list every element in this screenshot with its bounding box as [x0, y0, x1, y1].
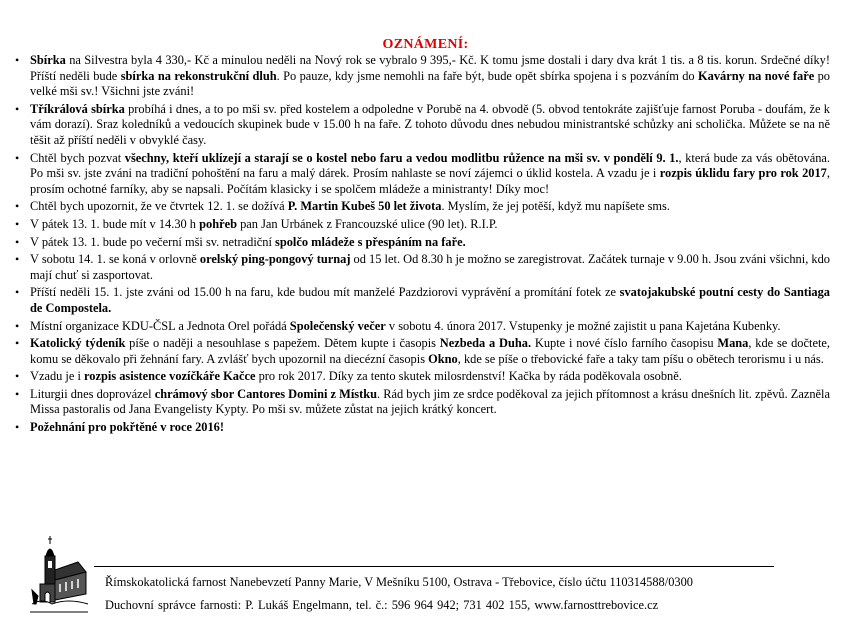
announcement-highlight: všechny, kteří uklízejí a starají se o kostel nebo faru a vedou modlitbu růžence na mši sv. v pondělí 9. 1. — [124, 150, 679, 165]
announcement-item — [12, 235, 830, 251]
announcement-text: Příští neděli 15. 1. jste zváni od 15.00 h na faru, kde budou mít manželé Pazdziorovi vyprávění a promítání fotek ze — [30, 285, 620, 300]
announcement-text: probíhá i dnes, a to po mši sv. před kostelem a odpoledne v Porubě na 4. obvodě (5. obvod tentokráte zajišťuje farnost Poruba - doufám, že k vám dorazí). Sraz koledníků a vedoucích skupinek bude v 15.00 h na faře. Z tohoto důvodu dnes nebudou ministrantské schůzky ani scholička. Můžete se na ně těšit až příští neděli v obvyklé časy. — [30, 101, 830, 147]
footer-address: Římskokatolická farnost Nanebevzetí Panny Marie, V Mešníku 5100, Ostrava - Třebovice, číslo účtu 110314588/0300 — [105, 575, 693, 589]
church-icon — [28, 534, 90, 618]
bullet-icon: • — [15, 216, 20, 231]
bullet-icon: • — [15, 285, 20, 300]
announcement-item — [12, 252, 830, 283]
announcement-highlight: Nezbeda a Duha. — [439, 336, 532, 351]
announcement-highlight: orelský ping-pongový turnaj — [199, 252, 351, 267]
bullet-icon: • — [15, 318, 20, 333]
announcement-item — [12, 217, 830, 233]
announcement-highlight: rozpis asistence vozíčkáře Kačce — [84, 369, 256, 384]
announcement-highlight: Katolický týdeník — [30, 336, 126, 351]
announcement-text: na Silvestra byla 4 330,- Kč a minulou neděli na Nový rok se vybralo 9 395,- Kč. K tomu jsme dostali i dary dva krát 1 tis. a 8 tis. korun. Srdečné díky! Příští neděli bude — [30, 53, 830, 83]
announcement-text: Chtěl bych upozornit, že ve čtvrtek 12. 1. se dožívá — [30, 199, 288, 214]
bullet-icon: • — [15, 386, 20, 401]
announcement-highlight: P. Martin Kubeš 50 let života — [287, 199, 442, 214]
bullet-icon: • — [15, 252, 20, 267]
announcement-highlight: svatojakubské poutní cesty do Santiaga de Compostela. — [30, 285, 830, 315]
announcement-list — [12, 53, 830, 438]
bullet-icon: • — [15, 150, 20, 165]
announcement-highlight: Tříkrálová sbírka — [30, 101, 125, 116]
announcement-highlight: spolčo mládeže s přespáním na faře. — [275, 234, 466, 249]
announcement-text: po velké mši sv.! Všichni jste zváni! — [30, 68, 830, 99]
announcement-text: Místní organizace KDU-ČSL a Jednota Orel pořádá — [30, 318, 290, 333]
footer-contact: Duchovní správce farnosti: P. Lukáš Engelmann, tel. č.: 596 964 942; 731 402 155, www.farnosttrebovice.cz — [105, 598, 659, 612]
announcement-text: , kde se dočtete, komu se děkovalo při žehnání fary. A zvlášť bych upozornil na diecézní časopis — [30, 336, 830, 366]
announcement-item — [12, 369, 830, 385]
footer-divider — [94, 566, 774, 567]
bullet-icon: • — [15, 369, 20, 384]
announcement-text: Kupte i nové číslo farního časopisu — [531, 336, 718, 351]
announcement-text: V pátek 13. 1. bude po večerní mši sv. netradiční — [30, 234, 275, 249]
announcement-highlight: pohřeb — [199, 216, 237, 231]
announcement-item — [12, 53, 830, 100]
announcement-text: pan Jan Urbánek z Francouzské ulice (90 let). R.I.P. — [236, 216, 498, 231]
announcement-item — [12, 319, 830, 335]
bullet-icon: • — [15, 101, 20, 116]
announcement-text: , prosím ochotné farníky, aby se napsali. Počítám klasicky i se spolčem mládeže a ministranty! Díky moc! — [30, 166, 830, 196]
announcement-text: Chtěl bych pozvat — [30, 150, 125, 165]
announcement-highlight: Požehnání pro pokřtěné v roce 2016! — [30, 420, 224, 435]
announcement-highlight: sbírka na rekonstrukční dluh — [120, 68, 277, 83]
bullet-icon: • — [15, 336, 20, 351]
announcement-item — [12, 151, 830, 198]
announcement-text: v sobotu 4. února 2017. Vstupenky je možné zajistit u pana Kajetána Kubenky. — [385, 318, 781, 333]
announcement-text: , která bude za vás obětována. Po mši sv. jste zváni na tradiční pohoštění na faru a malý dárek. Prosím nahlaste se noví zájemci o úklid kostela. A vzadu je i — [30, 150, 830, 181]
announcement-item — [12, 336, 830, 367]
bullet-icon: • — [15, 199, 20, 214]
announcement-text: . Rád bych jim ze srdce poděkoval za jejich přítomnost a krásu dnešních lit. zpěvů. Zazněla Missa pastoralis od Jana Evangelisty Kypty. Po mši sv. můžete zůstat na jejich krátký koncert. — [30, 386, 830, 417]
bullet-icon: • — [15, 234, 20, 249]
announcement-text: od 15 let. Od 8.30 h je možno se zaregistrovat. Začátek turnaje v 9.00 h. Jsou zváni všichni, kdo mají chuť si zasportovat. — [30, 252, 830, 282]
bullet-icon: • — [15, 53, 20, 67]
announcement-highlight: Mana — [717, 336, 749, 351]
announcement-highlight: Kavárny na nové faře — [698, 68, 815, 83]
announcement-text: Liturgii dnes doprovázel — [30, 386, 155, 401]
announcement-highlight: chrámový sbor Cantores Domini z Místku — [154, 386, 378, 401]
announcement-item — [12, 285, 830, 316]
announcement-item — [12, 387, 830, 418]
announcement-highlight: Sbírka — [30, 53, 66, 67]
announcement-text: V sobotu 14. 1. se koná v orlovně — [30, 252, 200, 267]
announcement-text: V pátek 13. 1. bude mít v 14.30 h — [30, 216, 200, 231]
announcement-text: . Po pauze, kdy jsme nemohli na faře být, bude opět sbírka spojena i s pozváním do — [276, 68, 699, 83]
announcement-text: pro rok 2017. Díky za tento skutek milosrdenství! Kačka by ráda poděkovala osobně. — [255, 369, 682, 384]
announcement-highlight: rozpis úklidu fary pro rok 2017 — [659, 166, 827, 181]
announcement-text: . Myslím, že jej potěší, když mu napíšete sms. — [441, 199, 670, 214]
page-title: OZNÁMENÍ: — [382, 37, 469, 52]
announcement-text: Vzadu je i — [30, 369, 85, 384]
announcement-highlight: Společenský večer — [289, 318, 386, 333]
announcement-item — [12, 420, 830, 436]
announcement-item — [12, 199, 830, 215]
announcement-highlight: Okno — [428, 351, 458, 366]
announcement-text: píše o naději a nesouhlase s papežem. Dětem kupte i časopis — [125, 336, 440, 351]
announcement-item — [12, 102, 830, 149]
bullet-icon: • — [15, 420, 20, 435]
announcement-text: , kde se píše o třebovické faře a taky tam píšu o obětech terorismu i u nás. — [457, 351, 824, 366]
